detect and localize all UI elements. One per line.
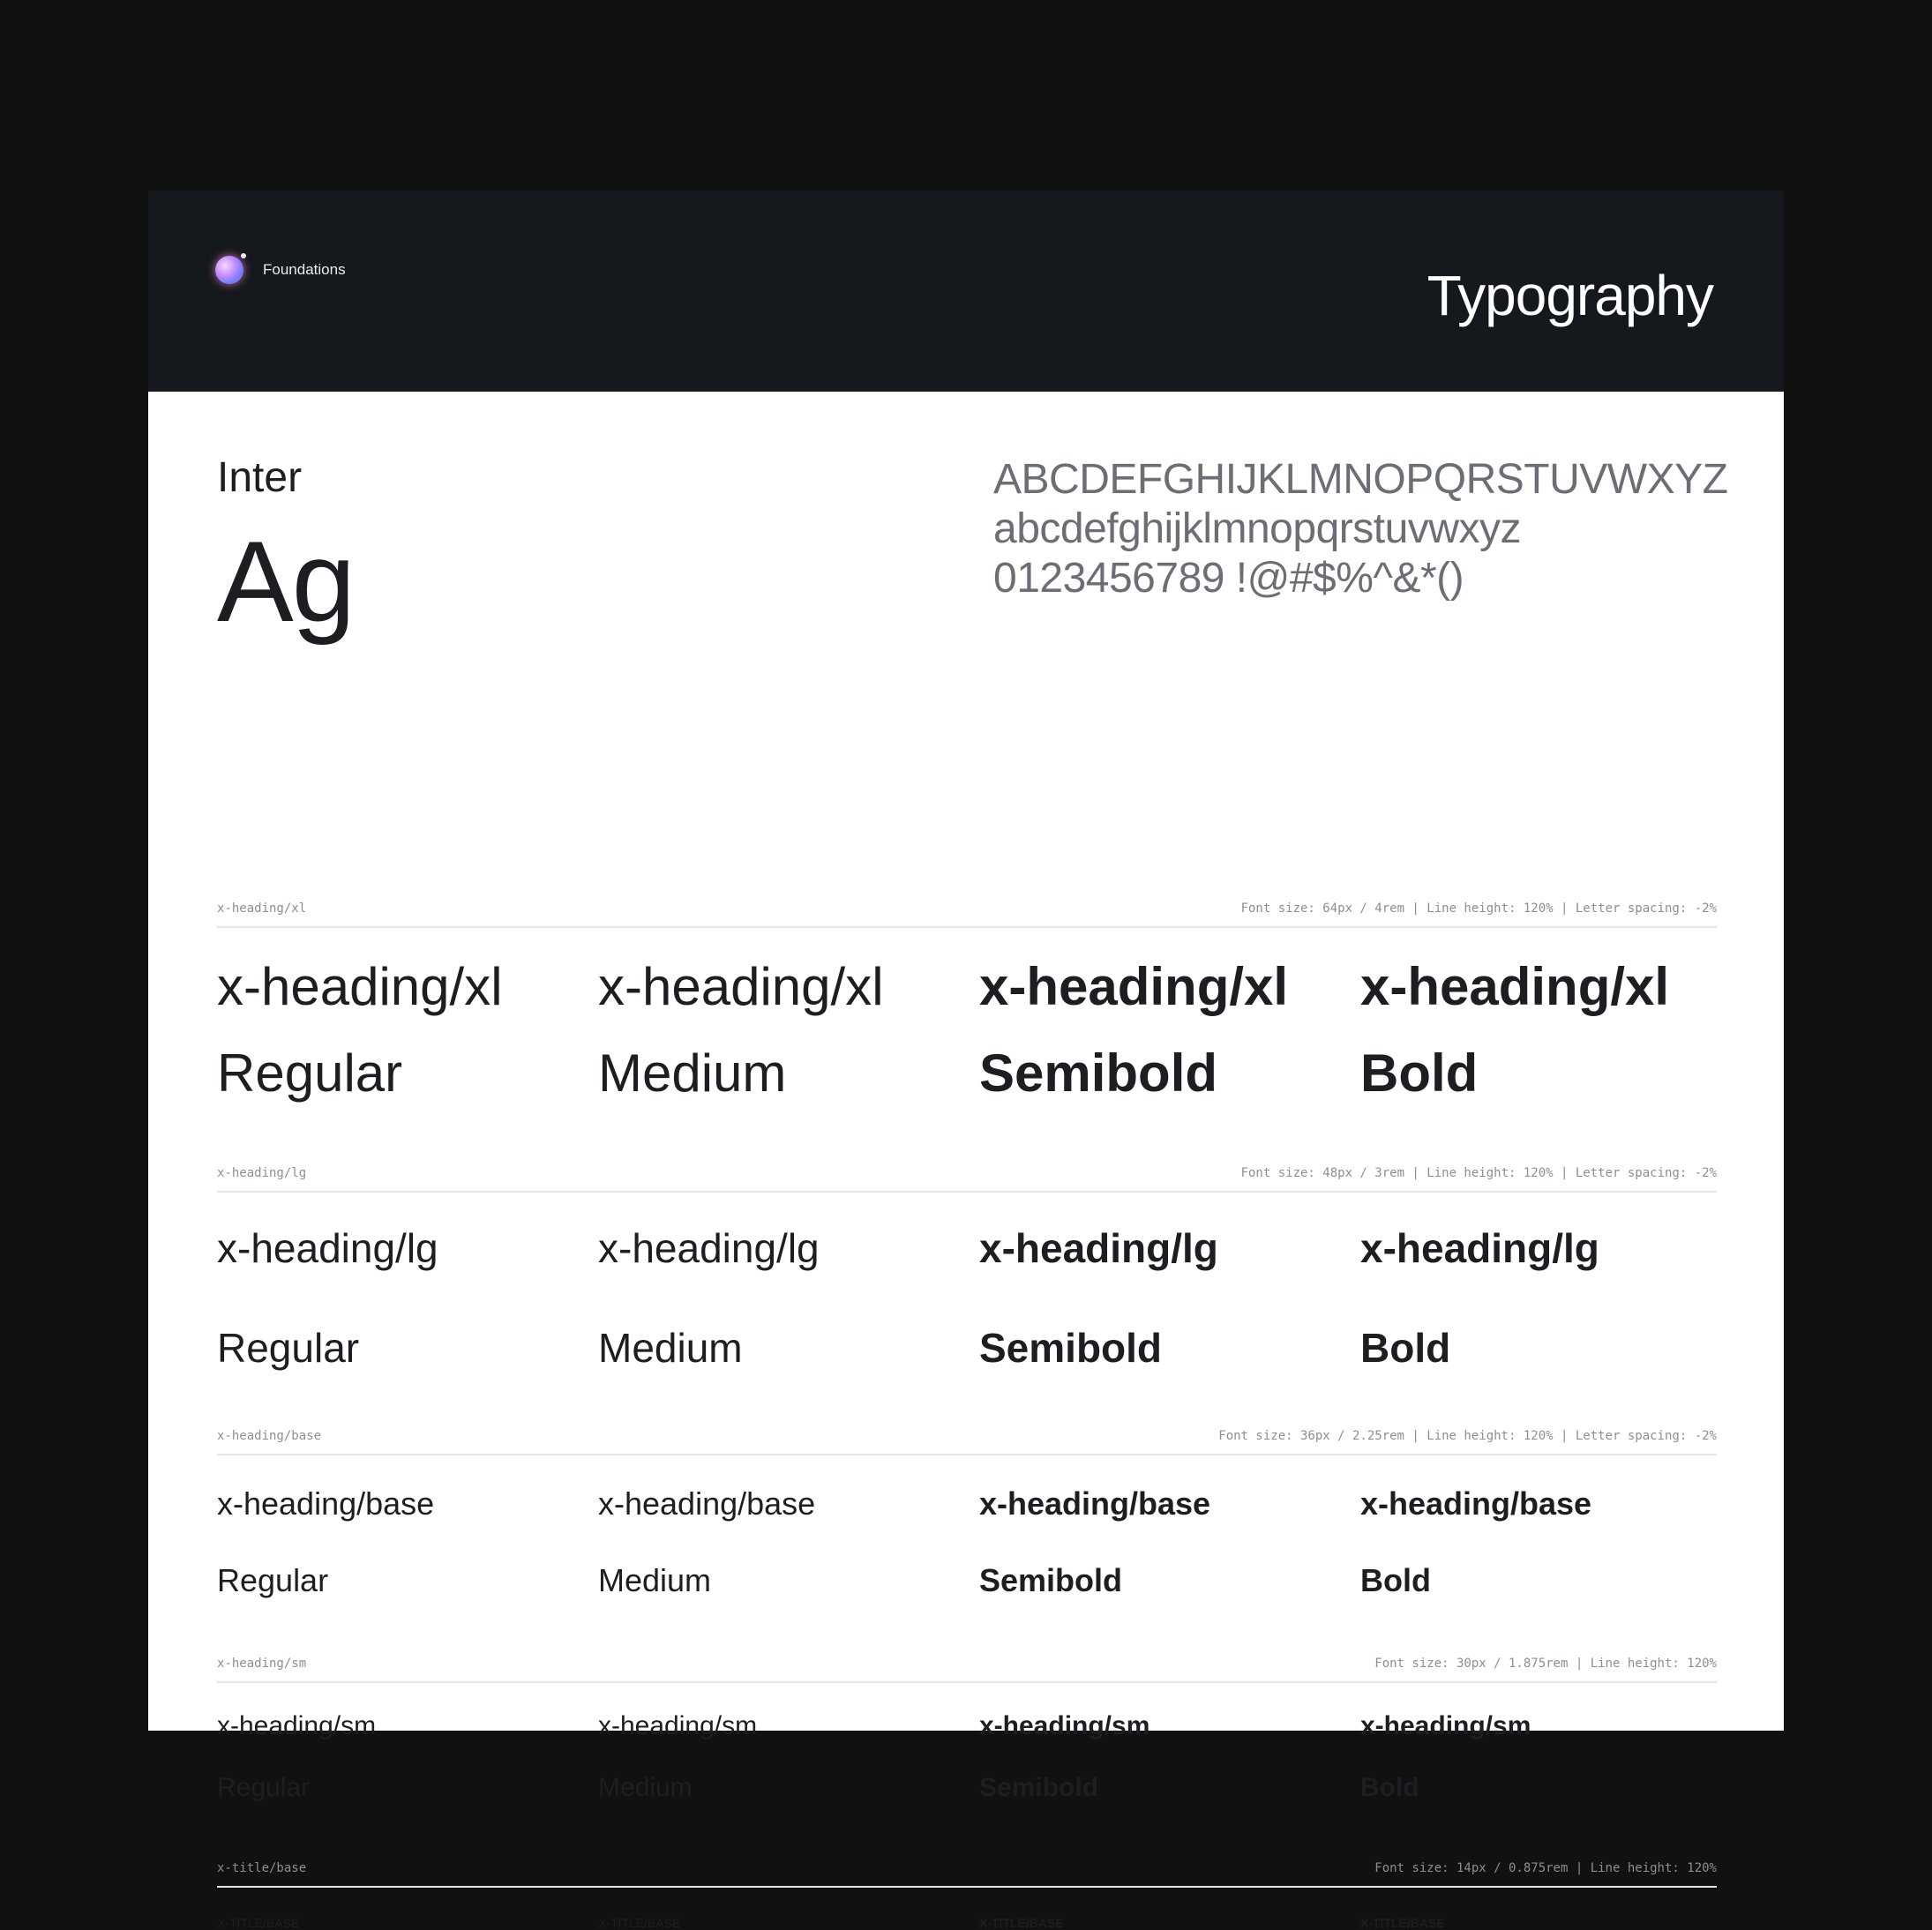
sample-regular: x-heading/sm: [217, 1711, 377, 1740]
sample-bold: x-heading/lg: [1360, 1225, 1599, 1271]
weight-label-regular: Regular: [217, 1044, 403, 1103]
card-header: [148, 191, 1784, 392]
section-name: x-heading/lg: [217, 1166, 307, 1180]
sample-semibold: x-heading/base: [979, 1485, 1211, 1522]
sample-semibold: x-heading/sm: [979, 1711, 1150, 1740]
weight-label-regular: Regular: [217, 1773, 311, 1802]
weight-label-medium: Medium: [598, 1325, 743, 1371]
font-specimen: Ag: [217, 517, 355, 646]
section-header: [217, 1856, 1717, 1888]
sample-regular: x-heading/xl: [217, 957, 503, 1016]
section-spec: Font size: 30px / 1.875rem | Line height: 120%: [1374, 1657, 1717, 1671]
section-spec: Font size: 14px / 0.875rem | Line height: 120%: [1374, 1861, 1717, 1875]
weight-label-medium: Medium: [598, 1044, 787, 1103]
sample-bold: x-heading/base: [1360, 1485, 1592, 1522]
sample-regular: x-heading/lg: [217, 1225, 438, 1271]
brand[interactable]: [215, 256, 346, 284]
weight-label-semibold: Semibold: [979, 1325, 1163, 1371]
sample-regular: X-TITLE/BASE: [217, 1916, 300, 1930]
weight-label-bold: Bold: [1360, 1773, 1419, 1802]
section-header: [217, 1651, 1717, 1683]
sample-medium: x-heading/base: [598, 1485, 816, 1522]
weight-label-semibold: Semibold: [979, 1562, 1123, 1598]
sample-medium: x-heading/xl: [598, 957, 884, 1016]
sample-bold: X-TITLE/BASE: [1360, 1916, 1445, 1930]
weight-label-bold: Bold: [1360, 1044, 1479, 1103]
sample-semibold: x-heading/xl: [979, 957, 1289, 1016]
brand-label: Foundations: [263, 261, 346, 278]
weight-label-bold: Bold: [1360, 1325, 1451, 1371]
weight-label-semibold: Semibold: [979, 1773, 1099, 1802]
charset-lowercase: abcdefghijklmnopqrstuvwxyz: [993, 505, 1521, 552]
typography-card: [148, 191, 1784, 1930]
section-header: [217, 1161, 1717, 1193]
sample-bold: x-heading/xl: [1360, 957, 1670, 1016]
sample-bold: x-heading/sm: [1360, 1711, 1531, 1740]
sample-semibold: x-heading/lg: [979, 1225, 1218, 1271]
section-header: [217, 1424, 1717, 1455]
section-spec: Font size: 64px / 4rem | Line height: 120% | Letter spacing: -2%: [1240, 901, 1717, 916]
page-title: Typography: [1427, 264, 1713, 327]
section-name: x-heading/xl: [217, 901, 307, 916]
weight-label-medium: Medium: [598, 1562, 712, 1598]
section-name: x-heading/sm: [217, 1657, 307, 1671]
section-spec: Font size: 36px / 2.25rem | Line height: 120% | Letter spacing: -2%: [1218, 1429, 1717, 1443]
sample-semibold: X-TITLE/BASE: [979, 1916, 1064, 1930]
charset-uppercase: ABCDEFGHIJKLMNOPQRSTUVWXYZ: [993, 456, 1728, 503]
weight-label-medium: Medium: [598, 1773, 693, 1802]
sample-medium: x-heading/sm: [598, 1711, 758, 1740]
sample-medium: x-heading/lg: [598, 1225, 820, 1271]
logo-icon: [215, 256, 243, 284]
character-set: [993, 455, 1727, 603]
weight-label-semibold: Semibold: [979, 1044, 1218, 1103]
weight-label-regular: Regular: [217, 1562, 329, 1598]
sample-medium: X-TITLE/BASE: [598, 1916, 681, 1930]
sample-regular: x-heading/base: [217, 1485, 435, 1522]
section-header: [217, 896, 1717, 928]
section-name: x-title/base: [217, 1861, 307, 1875]
weight-label-regular: Regular: [217, 1325, 360, 1371]
section-spec: Font size: 48px / 3rem | Line height: 120% | Letter spacing: -2%: [1240, 1166, 1717, 1180]
font-family-name: Inter: [217, 454, 303, 501]
charset-numerals: 0123456789 !@#$%^&*(): [993, 555, 1464, 602]
weight-label-bold: Bold: [1360, 1562, 1431, 1598]
section-name: x-heading/base: [217, 1429, 322, 1443]
